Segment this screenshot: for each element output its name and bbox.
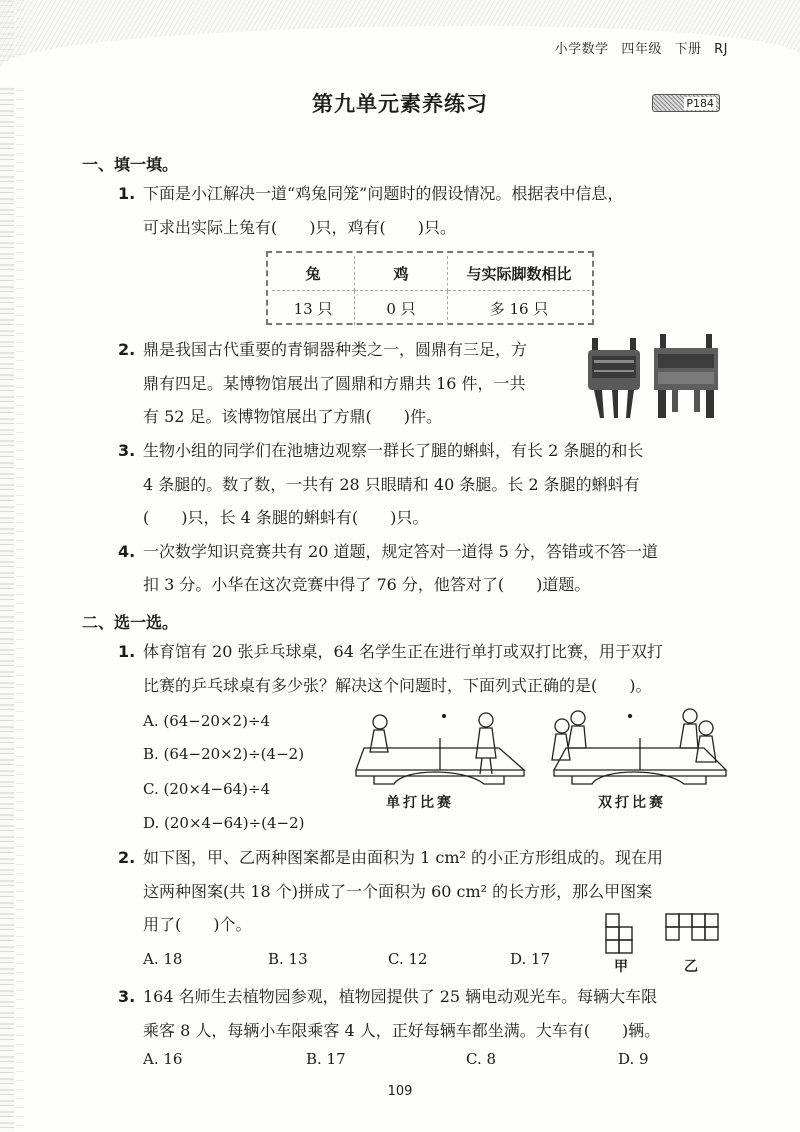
label-yi: 乙 <box>684 959 698 975</box>
question-number: 4. <box>118 542 136 561</box>
table-cell: 多 16 只 <box>448 291 591 326</box>
option-a[interactable]: A. 16 <box>143 1050 183 1068</box>
subject-label: 小学数学 <box>554 42 609 57</box>
label-jia: 甲 <box>614 959 628 975</box>
question-text: 扣 3 分。小华在这次竞赛中得了 76 分，他答对了( )道题。 <box>143 575 591 594</box>
table-cell: 13 只 <box>272 291 355 326</box>
square-ding-image <box>654 334 718 418</box>
question-text: 乘客 8 人，每辆小车限乘客 4 人，正好每辆车都坐满。大车有( )辆。 <box>143 1021 661 1040</box>
question-number: 1. <box>118 642 136 661</box>
option-c[interactable]: C. 8 <box>466 1050 497 1068</box>
option-a[interactable]: A. 18 <box>143 950 183 968</box>
question-text: 可求出实际上兔有( )只，鸡有( )只。 <box>143 218 456 237</box>
doubles-scene <box>552 709 726 784</box>
answer-page-tag[interactable] <box>652 94 720 112</box>
assumption-table <box>266 251 594 325</box>
volume-label: 下册 <box>674 42 702 57</box>
scan-edge-marks <box>16 0 24 1132</box>
page-title: 第九单元素养练习 <box>312 92 488 116</box>
grade-label: 四年级 <box>621 42 662 57</box>
question-text: 164 名师生去植物园参观，植物园提供了 25 辆电动观光车。每辆大车限 <box>143 987 658 1006</box>
table-header: 与实际脚数相比 <box>448 256 591 291</box>
option-b[interactable]: B. 13 <box>268 950 308 968</box>
question-text: 鼎有四足。某博物馆展出了圆鼎和方鼎共 16 件，一共 <box>143 374 526 393</box>
question-text: 如下图，甲、乙两种图案都是由面积为 1 cm² 的小正方形组成的。现在用 <box>143 848 663 867</box>
question-text: 一次数学知识竞赛共有 20 道题，规定答对一道得 5 分，答错或不答一道 <box>143 542 658 561</box>
answer-page-ref: P184 <box>686 97 714 110</box>
pattern-yi <box>666 914 718 940</box>
question-text: ( )只，长 4 条腿的蝌蚪有( )只。 <box>143 508 429 527</box>
doubles-caption: 双打比赛 <box>598 795 666 811</box>
option-c[interactable]: C. (20×4−64)÷4 <box>143 780 271 798</box>
book-info <box>547 38 728 57</box>
section-choose-heading: 二、选一选。 <box>82 613 179 632</box>
question-number: 3. <box>118 441 136 460</box>
option-d[interactable]: D. (20×4−64)÷(4−2) <box>143 814 305 832</box>
option-d[interactable]: D. 9 <box>618 1050 649 1068</box>
option-c[interactable]: C. 12 <box>388 950 428 968</box>
option-a[interactable]: A. (64−20×2)÷4 <box>143 712 271 730</box>
page-number: 109 <box>387 1084 413 1099</box>
question-number: 3. <box>118 987 136 1006</box>
question-text: 体育馆有 20 张乒乓球桌，64 名学生正在进行单打或双打比赛，用于双打 <box>143 642 663 661</box>
question-number: 1. <box>118 184 136 203</box>
question-text: 用了( )个。 <box>143 915 252 934</box>
section-fill-heading: 一、填一填。 <box>82 155 179 174</box>
edition-label: RJ <box>714 42 728 57</box>
round-ding-image <box>588 338 640 418</box>
question-text: 4 条腿的。数了数，一共有 28 只眼睛和 40 条腿。长 2 条腿的蝌蚪有 <box>143 475 640 494</box>
question-number: 2. <box>118 340 136 359</box>
option-b[interactable]: B. (64−20×2)÷(4−2) <box>143 745 305 763</box>
option-d[interactable]: D. 17 <box>510 950 551 968</box>
table-cell: 0 只 <box>355 291 448 326</box>
question-text: 比赛的乒乓球桌有多少张？解决这个问题时，下面列式正确的是( )。 <box>143 676 652 695</box>
table-header: 鸡 <box>355 256 448 291</box>
option-b[interactable]: B. 17 <box>306 1050 346 1068</box>
question-text: 生物小组的同学们在池塘边观察一群长了腿的蝌蚪，有长 2 条腿的和长 <box>143 441 644 460</box>
question-text: 下面是小江解决一道“鸡兔同笼”问题时的假设情况。根据表中信息， <box>143 184 624 203</box>
question-text: 鼎是我国古代重要的青铜器种类之一，圆鼎有三足，方 <box>143 340 528 359</box>
singles-caption: 单打比赛 <box>386 795 454 811</box>
bronze-ding-illustration <box>588 332 730 422</box>
question-number: 2. <box>118 848 136 867</box>
table-header: 兔 <box>272 256 355 291</box>
question-text: 这两种图案(共 18 个)拼成了一个面积为 60 cm² 的长方形，那么甲图案 <box>143 882 653 901</box>
tile-patterns <box>600 912 720 958</box>
singles-scene <box>356 713 524 784</box>
scan-edge <box>0 0 14 1132</box>
pattern-jia <box>606 914 632 953</box>
question-text: 有 52 足。该博物馆展出了方鼎( )件。 <box>143 407 443 426</box>
